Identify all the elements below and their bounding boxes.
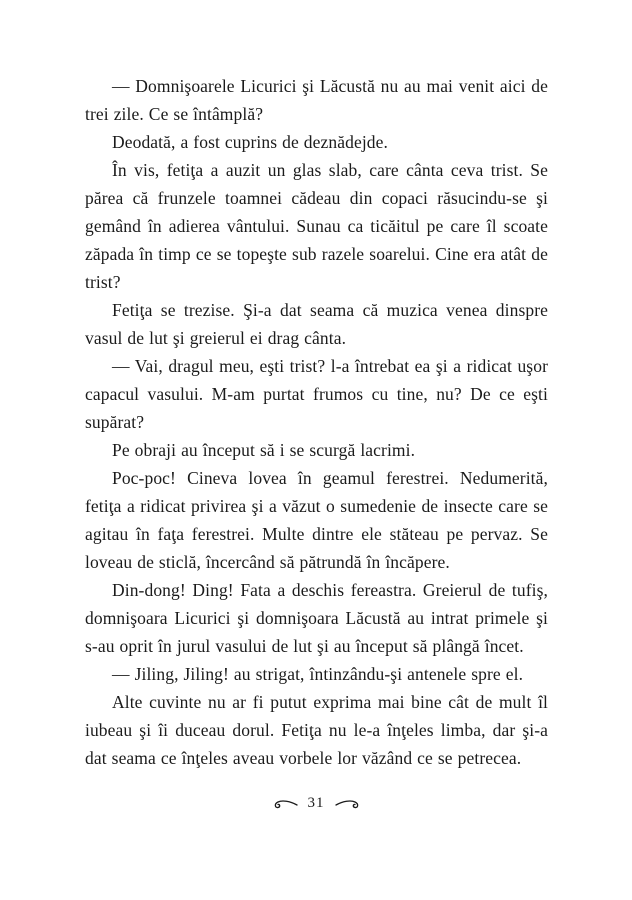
paragraph: — Domnişoarele Licurici şi Lăcustă nu au mai venit aici de trei zile. Ce se întâmplă? [85,76,548,124]
paragraph: Pe obraji au început să i se scurgă lacrimi. [112,440,416,460]
paragraph: Alte cuvinte nu ar fi putut exprima mai bine cât de mult îl iubeau şi îi duceau dorul. Fetiţa nu le-a înţeles limba, dar şi-a dat seama ce înţeles aveau vorbele lor văzând ce se petrecea. [85,692,548,768]
paragraph: Poc-poc! Cineva lovea în geamul ferestrei. Nedumerită, fetiţa a ridicat privirea şi a văzut o sumedenie de insecte care se agitau în faţa ferestrei. Multe dintre ele stăteau pe pervaz. Se loveau de sticlă, încercând să pătrundă în încăpere. [85,468,548,572]
paragraph: Deodată, a fost cuprins de deznădejde. [112,132,388,152]
flourish-right-icon [335,797,361,811]
text-block [85,72,548,772]
paragraph: Din-dong! Ding! Fata a deschis fereastra. Greierul de tufiş, domnişoara Licurici şi domnişoara Lăcustă au intrat primele şi s-au oprit în jurul vasului de lut şi au început să plângă încet. [85,580,548,656]
paragraph: — Vai, dragul meu, eşti trist? l-a întrebat ea şi a ridicat uşor capacul vasului. M-am purtat frumos cu tine, nu? De ce eşti supărat? [85,356,548,432]
paragraph: — Jiling, Jiling! au strigat, întinzându-şi antenele spre el. [112,664,524,684]
page-number: 31 [307,795,325,811]
paragraph: În vis, fetiţa a auzit un glas slab, care cânta ceva trist. Se părea că frunzele toamnei cădeau din copaci răsucindu-se şi gemând în adierea vântului. Sunau ca ticăitul pe care îl scoate zăpada în timp ce se topeşte sub razele soarelui. Cine era atât de trist? [85,160,548,292]
flourish-left-icon [272,797,298,811]
page-footer [0,795,632,812]
paragraph: Fetiţa se trezise. Şi-a dat seama că muzica venea dinspre vasul de lut şi greierul ei drag cânta. [85,300,548,348]
